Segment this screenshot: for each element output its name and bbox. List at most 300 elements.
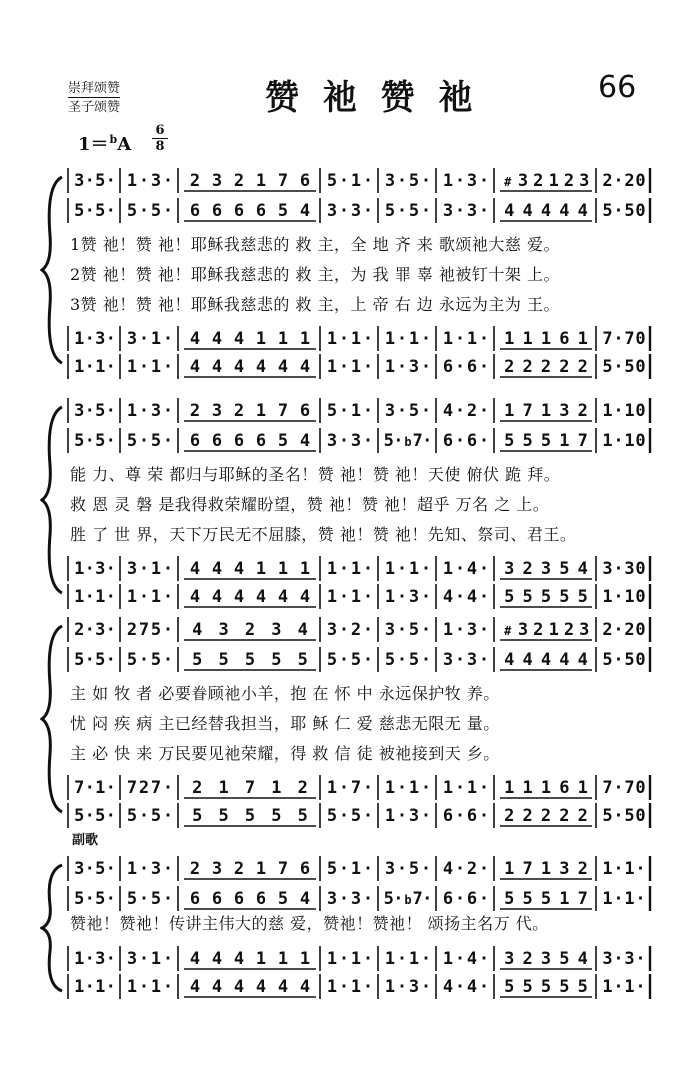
- note-glyph: ·: [338, 559, 350, 579]
- note-glyph: ·: [162, 650, 174, 670]
- note-glyph: ·: [138, 357, 150, 377]
- note-glyph: 5: [384, 650, 396, 670]
- note-glyph: ·: [362, 357, 374, 377]
- notation-row: [68, 772, 660, 802]
- note-glyph: 5: [271, 650, 282, 670]
- note-glyph: ·: [613, 650, 624, 670]
- note-glyph: ·: [478, 778, 490, 798]
- note-glyph: ·: [635, 977, 646, 997]
- note-glyph: 0: [635, 620, 646, 640]
- note-glyph: 5: [218, 650, 229, 670]
- note-glyph: 2: [533, 620, 544, 640]
- note-glyph: ·: [454, 806, 466, 826]
- note-glyph: 1: [126, 587, 138, 607]
- refrain-label: 副歌: [72, 833, 99, 848]
- note-glyph: 2: [522, 949, 533, 969]
- note-glyph: ·: [613, 587, 624, 607]
- note-glyph: 5: [522, 889, 533, 909]
- note-glyph: ·: [478, 431, 490, 451]
- note-glyph: 1: [504, 329, 515, 349]
- note-glyph: ·: [162, 201, 174, 221]
- note-glyph: 3: [95, 329, 106, 349]
- note-glyph: 1: [326, 329, 338, 349]
- note-glyph: 3: [517, 171, 529, 191]
- note-glyph: 5: [540, 431, 552, 451]
- note-glyph: 5: [504, 431, 515, 451]
- notation-row: [68, 395, 660, 425]
- note-glyph: 5: [297, 806, 308, 826]
- note-glyph: 1: [350, 587, 362, 607]
- note-glyph: ·: [613, 401, 624, 421]
- note-glyph: ·: [454, 201, 466, 221]
- note-glyph: 1: [577, 329, 588, 349]
- note-glyph: 6: [442, 889, 454, 909]
- note-glyph: 7: [277, 859, 289, 879]
- note-glyph: 3: [150, 171, 162, 191]
- note-glyph: 3: [211, 859, 223, 879]
- note-glyph: ·: [454, 431, 466, 451]
- note-glyph: 6: [255, 889, 267, 909]
- note-glyph: 1: [624, 859, 635, 879]
- note-glyph: ·: [84, 859, 95, 879]
- note-glyph: 1: [540, 401, 552, 421]
- note-glyph: ·: [362, 587, 374, 607]
- note-glyph: ·: [454, 357, 466, 377]
- note-glyph: ·: [362, 431, 374, 451]
- note-glyph: 2: [577, 859, 588, 879]
- note-glyph: ·: [420, 401, 432, 421]
- note-glyph: 1: [74, 949, 85, 969]
- note-glyph: ·: [420, 171, 432, 191]
- note-glyph: ·: [396, 329, 408, 349]
- notation-row: [68, 581, 660, 611]
- note-glyph: 5: [95, 806, 106, 826]
- note-glyph: 3: [408, 977, 420, 997]
- note-glyph: ·: [613, 431, 624, 451]
- note-glyph: 2: [577, 357, 588, 377]
- note-glyph: ·: [138, 171, 150, 191]
- note-glyph: 5: [559, 587, 570, 607]
- note-glyph: 5: [74, 889, 85, 909]
- note-glyph: 1: [384, 806, 396, 826]
- note-glyph: 4: [233, 949, 245, 969]
- note-glyph: 6: [211, 431, 223, 451]
- note-glyph: ·: [162, 859, 174, 879]
- note-glyph: 2: [563, 620, 575, 640]
- brace-icon: [40, 863, 66, 993]
- note-glyph: 1: [522, 778, 533, 798]
- note-glyph: 5: [522, 587, 533, 607]
- note-glyph: 6: [211, 201, 223, 221]
- note-glyph: 5: [326, 401, 338, 421]
- note-glyph: ·: [362, 329, 374, 349]
- music-line-soprano: [68, 395, 658, 425]
- note-glyph: 5: [624, 806, 635, 826]
- note-glyph: 7: [277, 171, 289, 191]
- note-glyph: ·: [338, 401, 350, 421]
- note-glyph: 6: [233, 201, 245, 221]
- note-glyph: ·: [138, 650, 150, 670]
- note-glyph: 1: [408, 559, 420, 579]
- note-glyph: 4: [522, 201, 533, 221]
- note-glyph: ·: [420, 949, 432, 969]
- note-glyph: 3: [504, 949, 515, 969]
- note-glyph: 4: [277, 977, 289, 997]
- note-glyph: 5: [150, 620, 162, 640]
- note-glyph: ·: [84, 650, 95, 670]
- note-glyph: ·: [420, 559, 432, 579]
- note-glyph: 3: [74, 859, 85, 879]
- notation-row: [68, 323, 660, 353]
- note-glyph: 6: [442, 357, 454, 377]
- note-glyph: 4: [277, 357, 289, 377]
- lyric-verse-2: 2赞 祂！赞 祂！耶稣我慈悲的 救 主，为 我 罪 辜 祂被钉十架 上。: [70, 265, 560, 284]
- note-glyph: 6: [466, 431, 478, 451]
- note-glyph: 0: [635, 401, 646, 421]
- note-glyph: ·: [162, 401, 174, 421]
- note-glyph: ·: [478, 201, 490, 221]
- note-glyph: 1: [126, 859, 138, 879]
- note-glyph: 5: [602, 357, 613, 377]
- note-glyph: #: [504, 624, 512, 638]
- note-glyph: 5: [74, 650, 85, 670]
- note-glyph: 3: [218, 620, 229, 640]
- note-glyph: 3: [466, 620, 478, 640]
- lyric-verse-1: 能 力、尊 荣 都归与耶稣的圣名！赞 祂！赞 祂！天使 俯伏 跪 拜。: [70, 465, 561, 484]
- note-glyph: ·: [478, 620, 490, 640]
- note-glyph: ·: [338, 806, 350, 826]
- note-glyph: 1: [602, 977, 613, 997]
- time-signature: [152, 124, 168, 153]
- note-glyph: ·: [338, 431, 350, 451]
- note-glyph: ·: [420, 859, 432, 879]
- note-glyph: ·: [362, 806, 374, 826]
- note-glyph: 2: [624, 620, 635, 640]
- note-glyph: ·: [454, 587, 466, 607]
- note-glyph: 1: [95, 357, 106, 377]
- note-glyph: 5: [297, 650, 308, 670]
- note-glyph: ·: [454, 650, 466, 670]
- note-glyph: ·: [454, 889, 466, 909]
- note-glyph: 7: [522, 401, 533, 421]
- note-glyph: ·: [105, 357, 116, 377]
- note-glyph: ·: [105, 329, 116, 349]
- note-glyph: ·: [105, 401, 116, 421]
- note-glyph: ·: [162, 889, 174, 909]
- note-glyph: 5: [95, 201, 106, 221]
- note-glyph: ·: [454, 401, 466, 421]
- note-glyph: 1: [299, 329, 311, 349]
- note-glyph: ·: [105, 806, 116, 826]
- note-glyph: 1: [326, 559, 338, 579]
- note-glyph: ·: [138, 977, 150, 997]
- notation-row: [68, 971, 660, 1001]
- note-glyph: 3: [326, 201, 338, 221]
- category-label: 崇拜颂赞: [68, 77, 120, 98]
- note-glyph: ·: [162, 559, 174, 579]
- note-glyph: 1: [540, 778, 552, 798]
- note-glyph: 5: [408, 650, 420, 670]
- note-glyph: ·: [138, 431, 150, 451]
- page-header: [0, 0, 700, 155]
- note-glyph: 1: [277, 949, 289, 969]
- note-glyph: 6: [233, 889, 245, 909]
- note-glyph: ·: [84, 587, 95, 607]
- note-glyph: 1: [504, 401, 515, 421]
- note-glyph: ·: [613, 171, 624, 191]
- note-glyph: 4: [442, 587, 454, 607]
- note-glyph: ·: [138, 949, 150, 969]
- note-glyph: ·: [162, 329, 174, 349]
- note-glyph: 5: [126, 650, 138, 670]
- note-glyph: ·: [138, 806, 150, 826]
- note-glyph: 4: [233, 587, 245, 607]
- note-glyph: 6: [233, 431, 245, 451]
- note-glyph: 1: [384, 329, 396, 349]
- note-glyph: 2: [540, 357, 552, 377]
- note-glyph: 4: [504, 201, 515, 221]
- subcategory-label: 圣子颂赞: [68, 100, 121, 115]
- note-glyph: 7: [602, 778, 613, 798]
- note-glyph: ·: [105, 431, 116, 451]
- note-glyph: ·: [138, 201, 150, 221]
- note-glyph: 5: [326, 859, 338, 879]
- note-glyph: 1: [255, 559, 267, 579]
- note-glyph: 3: [384, 620, 396, 640]
- note-glyph: 4: [211, 977, 223, 997]
- note-glyph: 5: [408, 859, 420, 879]
- note-glyph: 4: [211, 559, 223, 579]
- note-glyph: 2: [297, 778, 308, 798]
- note-glyph: 5: [504, 889, 515, 909]
- note-glyph: 6: [299, 171, 311, 191]
- note-glyph: ·: [454, 329, 466, 349]
- note-glyph: ·: [613, 357, 624, 377]
- note-glyph: 5: [504, 977, 515, 997]
- note-glyph: 4: [255, 357, 267, 377]
- note-glyph: 3: [624, 949, 635, 969]
- note-glyph: 1: [602, 587, 613, 607]
- note-glyph: ·: [420, 806, 432, 826]
- note-glyph: 1: [326, 587, 338, 607]
- note-glyph: 4: [297, 620, 308, 640]
- note-glyph: 0: [635, 650, 646, 670]
- note-glyph: 5: [326, 806, 338, 826]
- note-glyph: 3: [442, 201, 454, 221]
- note-glyph: 3: [540, 559, 552, 579]
- note-glyph: 5: [277, 889, 289, 909]
- note-glyph: 5: [602, 806, 613, 826]
- note-glyph: 3: [540, 949, 552, 969]
- note-glyph: 3: [602, 559, 613, 579]
- note-glyph: 1: [350, 401, 362, 421]
- note-glyph: 1: [74, 977, 85, 997]
- note-glyph: ·: [396, 977, 408, 997]
- note-glyph: 7: [624, 329, 635, 349]
- note-glyph: 6: [299, 401, 311, 421]
- note-glyph: 1: [126, 977, 138, 997]
- note-glyph: ·: [105, 171, 116, 191]
- note-glyph: 1: [577, 778, 588, 798]
- note-glyph: 5: [95, 401, 106, 421]
- note-glyph: ·: [396, 587, 408, 607]
- note-glyph: 2: [533, 171, 544, 191]
- note-glyph: 3: [326, 889, 338, 909]
- note-glyph: ·: [105, 201, 116, 221]
- note-glyph: 4: [211, 357, 223, 377]
- note-glyph: 0: [635, 778, 646, 798]
- note-glyph: ·: [138, 401, 150, 421]
- note-glyph: 1: [255, 329, 267, 349]
- note-glyph: ·: [613, 559, 624, 579]
- note-glyph: ·: [422, 431, 433, 451]
- note-glyph: 1: [150, 559, 162, 579]
- notation-row: [68, 351, 660, 381]
- note-glyph: 3: [408, 587, 420, 607]
- note-glyph: 4: [559, 650, 570, 670]
- note-glyph: ·: [478, 587, 490, 607]
- brace-icon: [40, 175, 66, 365]
- note-glyph: 3: [271, 620, 282, 640]
- note-glyph: 1: [150, 949, 162, 969]
- note-glyph: ·: [338, 859, 350, 879]
- note-glyph: 3: [517, 620, 529, 640]
- note-glyph: 1: [602, 889, 613, 909]
- note-glyph: ·: [635, 949, 646, 969]
- notation-row: [68, 165, 660, 195]
- note-glyph: ·: [162, 587, 174, 607]
- note-glyph: 3: [559, 859, 570, 879]
- note-glyph: 3: [95, 559, 106, 579]
- note-glyph: 4: [299, 587, 311, 607]
- note-glyph: 3: [602, 949, 613, 969]
- note-glyph: 1: [624, 889, 635, 909]
- note-glyph: ·: [478, 329, 490, 349]
- note-glyph: 5: [150, 431, 162, 451]
- note-glyph: 3: [150, 859, 162, 879]
- note-glyph: 5: [408, 201, 420, 221]
- note-glyph: ·: [422, 889, 433, 909]
- note-glyph: 1: [602, 401, 613, 421]
- key-prefix: 1＝: [78, 134, 109, 155]
- note-glyph: 4: [522, 650, 533, 670]
- note-glyph: 2: [563, 171, 575, 191]
- music-line-bass: [68, 351, 658, 381]
- note-glyph: 6: [466, 357, 478, 377]
- note-glyph: ·: [420, 329, 432, 349]
- note-glyph: ·: [162, 949, 174, 969]
- music-line-bass: [68, 800, 658, 830]
- note-glyph: ·: [162, 977, 174, 997]
- note-glyph: 5: [383, 889, 394, 909]
- note-glyph: 1: [384, 778, 396, 798]
- note-glyph: 6: [466, 806, 478, 826]
- note-glyph: 1: [384, 559, 396, 579]
- note-glyph: 0: [635, 806, 646, 826]
- note-glyph: ·: [613, 201, 624, 221]
- note-glyph: 6: [442, 806, 454, 826]
- music-line-bass: [68, 581, 658, 611]
- note-glyph: 1: [299, 949, 311, 969]
- note-glyph: 5: [384, 201, 396, 221]
- note-glyph: ·: [105, 559, 116, 579]
- note-glyph: 5: [218, 806, 229, 826]
- note-glyph: 4: [577, 201, 588, 221]
- note-glyph: ·: [420, 977, 432, 997]
- note-glyph: 1: [126, 171, 138, 191]
- note-glyph: 1: [384, 587, 396, 607]
- note-glyph: 1: [74, 329, 85, 349]
- note-glyph: ·: [162, 431, 174, 451]
- note-glyph: 4: [466, 949, 478, 969]
- note-glyph: ·: [84, 329, 95, 349]
- note-glyph: 1: [95, 778, 106, 798]
- note-glyph: 4: [577, 650, 588, 670]
- note-glyph: 5: [192, 806, 203, 826]
- note-glyph: ·: [478, 401, 490, 421]
- note-glyph: 5: [559, 977, 570, 997]
- notation-row: [68, 553, 660, 583]
- note-glyph: 1: [442, 620, 454, 640]
- note-glyph: ·: [420, 587, 432, 607]
- note-glyph: 3: [211, 401, 223, 421]
- note-glyph: 1: [559, 889, 570, 909]
- note-glyph: 5: [559, 559, 570, 579]
- note-glyph: 5: [192, 650, 203, 670]
- note-glyph: 3: [95, 949, 106, 969]
- note-glyph: 4: [189, 977, 201, 997]
- note-glyph: ·: [362, 559, 374, 579]
- note-glyph: 5: [150, 201, 162, 221]
- note-glyph: ·: [338, 977, 350, 997]
- note-glyph: 1: [602, 859, 613, 879]
- note-glyph: 1: [150, 357, 162, 377]
- note-glyph: 3: [126, 559, 138, 579]
- note-glyph: 5: [95, 859, 106, 879]
- note-glyph: 1: [350, 559, 362, 579]
- note-glyph: 3: [350, 201, 362, 221]
- note-glyph: ·: [162, 620, 174, 640]
- note-glyph: ·: [420, 201, 432, 221]
- note-glyph: 3: [150, 401, 162, 421]
- note-glyph: ·: [84, 431, 95, 451]
- note-glyph: ·: [84, 778, 95, 798]
- note-glyph: 1: [126, 357, 138, 377]
- note-glyph: 3: [466, 201, 478, 221]
- note-glyph: 2: [522, 806, 533, 826]
- note-glyph: 5: [95, 889, 106, 909]
- note-glyph: 4: [211, 949, 223, 969]
- lyric-verse-3: 胜 了 世 界，天下万民无不屈膝，赞 祂！赞 祂！先知、祭司、君王。: [70, 525, 577, 544]
- note-glyph: ·: [478, 889, 490, 909]
- note-glyph: 4: [233, 977, 245, 997]
- note-glyph: 1: [277, 559, 289, 579]
- notation-row: [68, 800, 660, 830]
- note-glyph: 1: [466, 329, 478, 349]
- note-glyph: 2: [559, 357, 570, 377]
- note-glyph: 4: [299, 977, 311, 997]
- note-glyph: 1: [384, 977, 396, 997]
- note-glyph: 1: [255, 401, 267, 421]
- note-glyph: 2: [244, 620, 256, 640]
- note-glyph: 5: [244, 806, 256, 826]
- note-glyph: 1: [255, 859, 267, 879]
- note-glyph: 1: [126, 401, 138, 421]
- note-glyph: ·: [105, 587, 116, 607]
- note-glyph: 2: [466, 401, 478, 421]
- note-glyph: 5: [126, 201, 138, 221]
- note-glyph: ·: [478, 650, 490, 670]
